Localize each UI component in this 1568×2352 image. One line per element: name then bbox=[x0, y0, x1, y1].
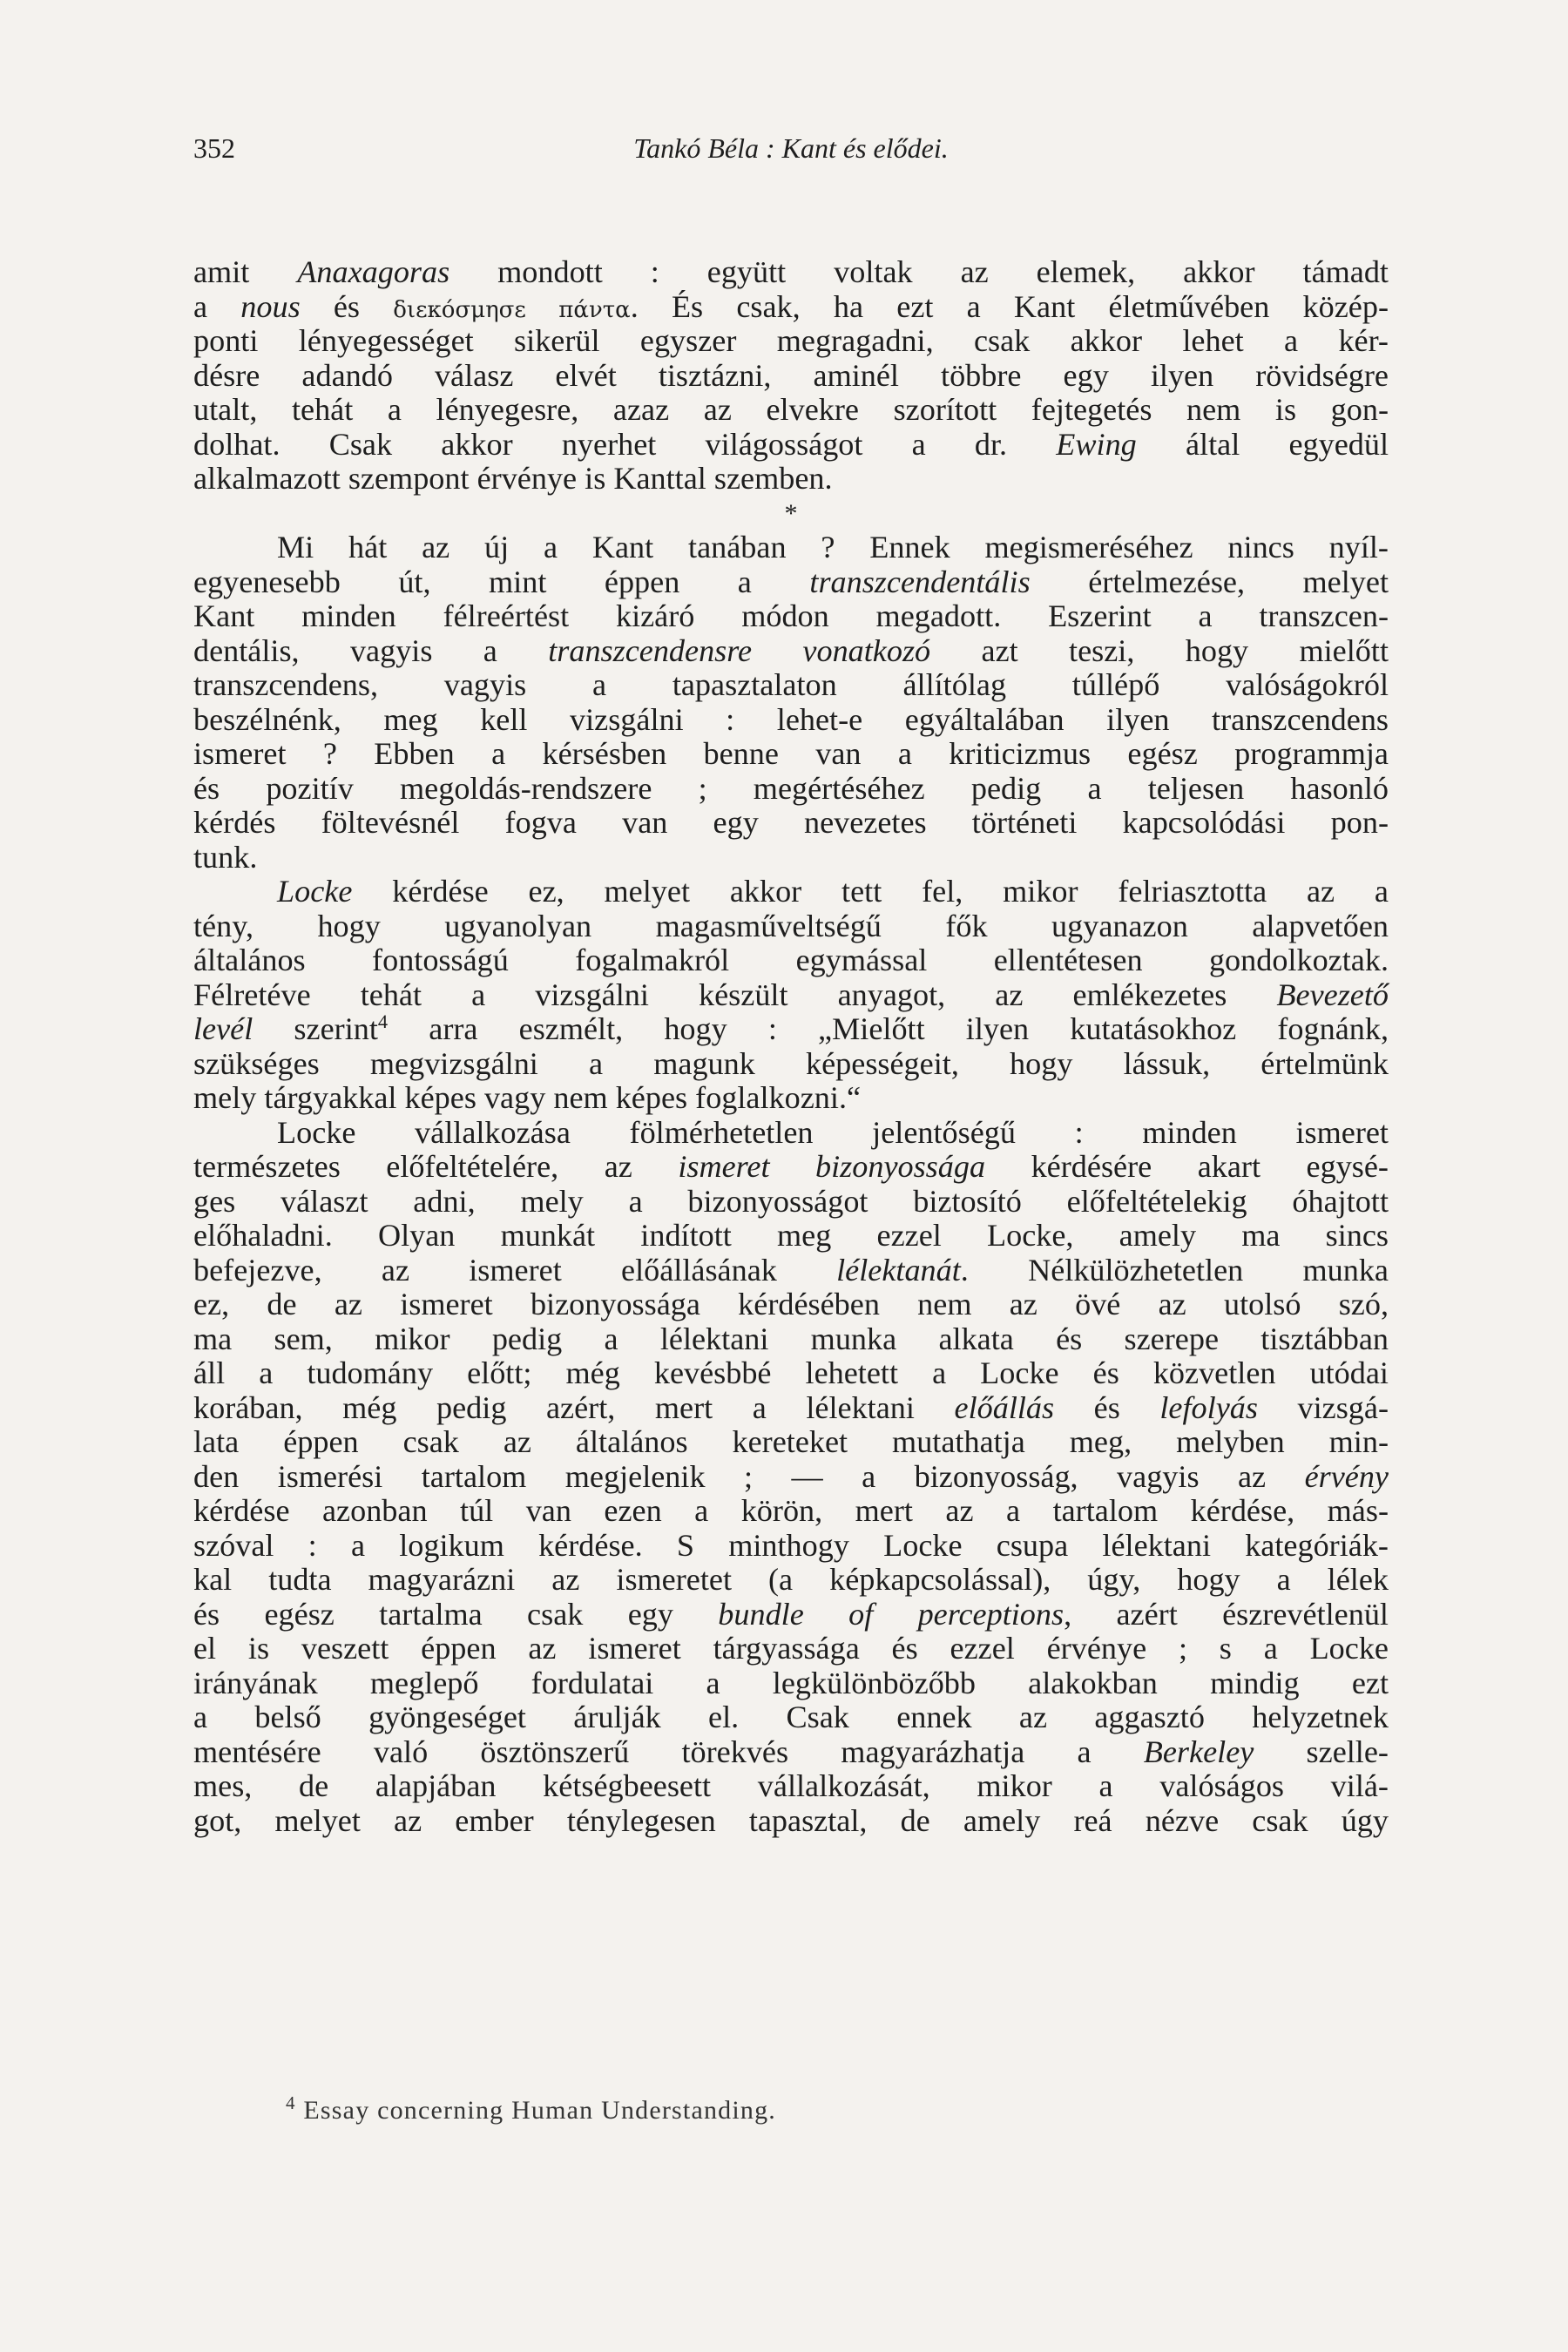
text-line: ez, de az ismeret bizonyossága kérdésében nem az övé az utolsó szó, bbox=[193, 1287, 1389, 1321]
text-line: levél szerint$^4$ arra eszmélt, hogy : „Mielőtt ilyen kutatásokhoz fognánk, bbox=[193, 1010, 1389, 1046]
text-line: áll a tudomány előtt; még kevésbbé lehetett a Locke és közvetlen utódai bbox=[193, 1355, 1389, 1390]
text-line: természetes előfeltételére, az ismeret bizonyossága kérdésére akart egysé- bbox=[193, 1149, 1389, 1184]
paragraph bbox=[193, 531, 1389, 875]
text-line: utalt, tehát a lényegesre, azaz az elvekre szorított fejtegetés nem is gon- bbox=[193, 392, 1389, 427]
text-line: transzcendens, vagyis a tapasztalaton állítólag túllépő valóságokról bbox=[193, 667, 1389, 702]
text-line: befejezve, az ismeret előállásának lélektanát. Nélkülözhetetlen munka bbox=[193, 1252, 1389, 1288]
text-line: ponti lényegességet sikerül egyszer megragadni, csak akkor lehet a kér- bbox=[193, 323, 1389, 358]
greek-phrase: διεκόσμησε πάντα bbox=[393, 296, 631, 323]
text-line: dolhat. Csak akkor nyerhet világosságot a dr. Ewing által egyedül bbox=[193, 426, 1389, 462]
text-line: amit Anaxagoras mondott : együtt voltak az elemek, akkor támadt bbox=[193, 254, 1389, 289]
paragraph bbox=[193, 875, 1389, 1116]
text-line: és pozitív megoldás-rendszere ; megértéséhez pedig a teljesen hasonló bbox=[193, 770, 1389, 806]
text-line: szóval : a logikum kérdése. S minthogy Locke csupa lélektani kategóriák- bbox=[193, 1527, 1389, 1563]
term-nous: nous bbox=[240, 288, 301, 324]
text-line: kérdése azonban túl van ezen a körön, mert az a tartalom kérdése, más- bbox=[193, 1493, 1389, 1528]
text-line: kérdés föltevésnél fogva van egy nevezetes történeti kapcsolódási pon- bbox=[193, 805, 1389, 840]
text-line: Mi hát az új a Kant tanában ? Ennek megismeréséhez nincs nyíl- bbox=[277, 530, 1389, 564]
text-line: got, melyet az ember ténylegesen tapasztal, de amely reá nézve csak úgy bbox=[193, 1802, 1389, 1838]
text-line: tunk. bbox=[193, 839, 258, 875]
text-line: alkalmazott szempont érvénye is Kanttal szemben. bbox=[193, 461, 833, 496]
text-line: el is veszett éppen az ismeret tárgyassága és ezzel érvénye ; s a Locke bbox=[193, 1631, 1389, 1666]
paragraph bbox=[193, 255, 1389, 497]
section-separator: * bbox=[784, 498, 798, 528]
footnote-text: Essay concerning Human Understanding. bbox=[295, 2096, 777, 2125]
text-line: és egész tartalma csak egy bundle of perceptions, azért észrevétlenül bbox=[193, 1596, 1389, 1632]
text-line: mentésére való ösztönszerű törekvés magyarázhatja a Berkeley szelle- bbox=[193, 1734, 1389, 1769]
text-line: szükséges megvizsgálni a magunk képességeit, hogy lássuk, értelmünk bbox=[193, 1045, 1389, 1081]
text-line: irányának meglepő fordulatai a legkülönbözőbb alakokban mindig ezt bbox=[193, 1665, 1389, 1700]
text-line: lata éppen csak az általános kereteket mutathatja meg, melyben min- bbox=[193, 1424, 1389, 1459]
page-number: 352 bbox=[193, 132, 235, 164]
text-line: Locke kérdése ez, melyet akkor tett fel, mikor felriasztotta az a bbox=[277, 874, 1389, 909]
text-line: általános fontosságú fogalmakról egymással ellentétesen gondolkoztak. bbox=[193, 943, 1389, 977]
text-line: kal tudta magyarázni az ismeretet (a képkapcsolással), úgy, hogy a lélek bbox=[193, 1562, 1389, 1597]
text-line: ges választ adni, mely a bizonyosságot biztosító előfeltételekig óhajtott bbox=[193, 1183, 1389, 1219]
text-line: mes, de alapjában kétségbeesett vállalkozását, mikor a valóságos vilá- bbox=[193, 1768, 1389, 1803]
footnote bbox=[286, 2092, 1331, 2126]
name-ewing: Ewing bbox=[1056, 426, 1137, 462]
text-line: beszélnénk, meg kell vizsgálni : lehet-e egyáltalában ilyen transzcendens bbox=[193, 701, 1389, 737]
text-line: dentális, vagyis a transzcendensre vonatkozó azt teszi, hogy mielőtt bbox=[193, 632, 1389, 668]
text-line: előhaladni. Olyan munkát indított meg ezzel Locke, amely ma sincs bbox=[193, 1218, 1389, 1253]
text-line: egyenesebb út, mint éppen a transzcendentális értelmezése, melyet bbox=[193, 564, 1389, 599]
body-text bbox=[193, 255, 1389, 1838]
paragraph bbox=[193, 1116, 1389, 1839]
text-line: Kant minden félreértést kizáró módon megadott. Eszerint a transzcen- bbox=[193, 598, 1389, 633]
text-line: ma sem, mikor pedig a lélektani munka alkata és szerepe tisztábban bbox=[193, 1321, 1389, 1356]
text-line: Locke vállalkozása fölmérhetetlen jelentőségű : minden ismeret bbox=[277, 1114, 1389, 1150]
footnote-ref: 4 bbox=[377, 1010, 389, 1032]
text-line: désre adandó válasz elvét tisztázni, aminél többre egy ilyen rövidségre bbox=[193, 357, 1389, 393]
text-line: ismeret ? Ebben a kérsésben benne van a kriticizmus egész programmja bbox=[193, 736, 1389, 771]
text-line: den ismerési tartalom megjelenik ; — a bizonyosság, vagyis az érvény bbox=[193, 1458, 1389, 1494]
text-line: Félretéve tehát a vizsgálni készült anyagot, az emlékezetes Bevezető bbox=[193, 977, 1389, 1012]
footnote-marker: 4 bbox=[286, 2092, 296, 2113]
text-line: tény, hogy ugyanolyan magasműveltségű fők ugyanazon alapvetően bbox=[193, 908, 1389, 943]
text-line: a belső gyöngeséget árulják el. Csak ennek az aggasztó helyzetnek bbox=[193, 1700, 1389, 1734]
text-line: a nous és διεκόσμησε πάντα. És csak, ha ezt a Kant életművében közép- bbox=[193, 288, 1389, 324]
text-line: korában, még pedig azért, mert a lélektani előállás és lefolyás vizsgá- bbox=[193, 1389, 1389, 1425]
name-anaxagoras: Anaxagoras bbox=[297, 254, 450, 289]
text-line: mely tárgyakkal képes vagy nem képes foglalkozni.“ bbox=[193, 1080, 862, 1115]
page-header bbox=[193, 132, 1389, 176]
running-head: Tankó Béla : Kant és elődei. bbox=[633, 132, 949, 164]
name-locke: Locke bbox=[277, 874, 353, 909]
